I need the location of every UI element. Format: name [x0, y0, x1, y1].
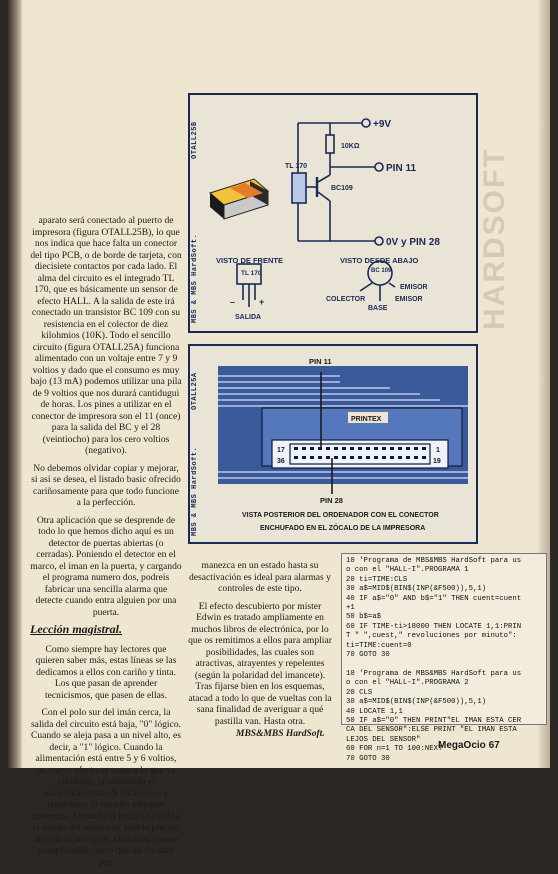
connector-pin: [422, 447, 426, 450]
connector-pin: [414, 447, 418, 450]
connector-pin: [390, 456, 394, 459]
transistor-collector: [318, 175, 330, 182]
paragraph: Como siempre hay lectores que quieren saber más, estas líneas se las dedicamos a ellos con cariño y tinta. Los que pasan de aprender tecnicismos, que pasen de ellas.: [35, 643, 177, 701]
page-binding: [8, 0, 22, 768]
label-9v: +9V: [373, 119, 392, 130]
code-line: LEJOS DEL SENSOR": [346, 735, 421, 744]
label-bc-bottom: BC 109: [371, 268, 392, 274]
connector-pin: [398, 447, 402, 450]
code-line: o con el "HALL-I".PROGRAMA 1: [346, 566, 469, 575]
connector-pin: [358, 456, 362, 459]
connector-pin: [366, 447, 370, 450]
label-pin28: PIN 28: [320, 496, 343, 505]
code-line: CA DEL SENSOR":ELSE PRINT "EL IMAN ESTA: [346, 726, 517, 735]
label-front-view: VISTO DE FRENTE: [216, 256, 283, 265]
transistor-emitter: [318, 192, 330, 201]
connector-pin: [318, 456, 322, 459]
code-line: 50 b$=a$: [346, 613, 382, 622]
connector-pin: [390, 447, 394, 450]
connector-pin: [382, 456, 386, 459]
code-line: 60 FOR n=1 TO 100:NEXT: [346, 745, 443, 754]
section-heading: Lección magistral.: [30, 622, 122, 636]
code-line: o con el "HALL-I".PROGRAMA 2: [346, 679, 469, 688]
connector-pin: [326, 447, 330, 450]
connector-pin: [374, 456, 378, 459]
resistor-10k: [326, 135, 334, 153]
page-folio: MegaOcio 67: [438, 740, 500, 751]
figure-side-credit: MBS & MBS HardSoft.: [191, 233, 199, 323]
terminal-0v: [375, 237, 383, 245]
label-1: 1: [436, 447, 440, 454]
connector-pin: [302, 456, 306, 459]
code-line: 20 CLS: [346, 688, 373, 697]
label-17: 17: [277, 447, 285, 454]
label-19: 19: [433, 458, 441, 465]
figure-side-label: OTALL25A: [191, 372, 199, 410]
label-below-view: VISTO DESDE ABAJO: [340, 256, 419, 265]
circuit-diagram: [190, 95, 476, 331]
code-line: 20 ti=TIME:CLS: [346, 575, 408, 584]
left-column: [30, 215, 182, 874]
connector-pin: [398, 456, 402, 459]
connector-pin: [302, 447, 306, 450]
tl170-block: [292, 173, 306, 203]
connector-pin: [406, 456, 410, 459]
paragraph: Con el polo sur del imán cerca, la salida del circuito está baja, "0" lógico. Cuando se aleja pasa a un nivel alto, es decir, a "1" lógico. Cuando la alimentación está entre 5 y 6 voltios, un nuevo efecto se suma a lo que ya sabíamos, produciendo el encandilamiento de forámenes y residentes: el circuito adquiere memoria. Alejando el imán no cambia el estado del integrado, siendo preciso acercar el otro polo. Dicho así parece complicadillo, pero que un circuito per-: [30, 707, 182, 868]
code-line: +1: [346, 604, 355, 613]
connector-pin: [414, 456, 418, 459]
caption-line1: VISTA POSTERIOR DEL ORDENADOR CON EL CONECTOR: [242, 512, 439, 519]
connector-pin: [358, 447, 362, 450]
connector-pin: [374, 447, 378, 450]
label-printex: PRINTEX: [351, 416, 382, 423]
ghost-show-through: HARDSOFT: [478, 147, 511, 330]
code-line: [346, 660, 542, 669]
connector-pin: [310, 456, 314, 459]
connector-figure: [188, 344, 478, 544]
code-line: T " ",cuest," revoluciones por minuto":: [346, 632, 517, 641]
code-line: 70 GOTO 30: [346, 651, 390, 660]
code-line: 50 IF a$="0" THEN PRINT"EL IMAN ESTA CER: [346, 716, 522, 725]
paragraph: No debemos olvidar copiar y mejorar, si así se desea, el listado basic ofrecido cariñosamente para que todo funcione a la perfección.: [31, 462, 181, 508]
label-salida: SALIDA: [235, 314, 262, 321]
connector-pin: [406, 447, 410, 450]
code-line: ti=TIME:cuent=0: [346, 641, 412, 650]
connector-pin: [310, 447, 314, 450]
label-pin11: PIN 11: [309, 357, 332, 366]
connector-pin: [334, 456, 338, 459]
label-tl170: TL 170: [285, 163, 308, 170]
connector-pin: [350, 447, 354, 450]
figure-side-credit: MBS & MBS HardSoft.: [191, 446, 199, 536]
code-line: 40 LOCATE 1,1: [346, 707, 403, 716]
hall-sensor-drawing: [210, 179, 268, 219]
label-10k: 10KΩ: [341, 143, 360, 150]
middle-column: [186, 560, 334, 733]
label-36: 36: [277, 458, 285, 465]
paragraph: El efecto descubierto por mister Edwin es tratado ampliamente en muchos libros de electrónica, por lo que os remitimos a ellos para ampliar posibilidades, las cuales son atractivas, atrayentes y repelentes (según la polaridad del imancete). Tras fijarse bien en los esquemas, atacad a todo lo que de vueltas con la sana finalidad de averiguar a qué pastilla van. Hasta otra.: [188, 600, 332, 727]
code-line: 30 a$=MID$(BIN$(INP(&F500)),5,1): [346, 585, 487, 594]
paragraph: aparato será conectado al puerto de impresora (figura OTALL25B), lo que nos indica que hace falta un conector del tipo PCB, o de borde de tarjeta, con diecisiete contactos por cada lado. El alma del circuito es el integrado TL 170, que es básicamente un sensor de efecto HALL. A la salida de este irá conectado un transistor BC 109 con su resistencia en el colector de diez kilohmios (10K). Todo el sencillo circuito (figura OTALL25A) funciona alimentado con un voltaje entre 7 y 9 voltios y dado que el consumo es muy bajo (13 mA) podemos utilizar una pila de 9 voltios que nos durará cantidugui de horas. Los pines a utilizar en el conector de impresora son el 11 (once) para la salida del BC y el 28 (veintiocho) para los cero voltios (negativo).: [30, 215, 182, 456]
label-minus: –: [230, 297, 236, 307]
connector-pin: [342, 456, 346, 459]
label-front-chip: TL 170: [241, 270, 262, 277]
circuit-figure: [188, 93, 478, 333]
figure-side-label: OTALL25B: [191, 121, 199, 159]
code-line: 40 IF a$="0" AND b$="1" THEN cuent=cuent: [346, 594, 522, 603]
label-emisor-top: EMISOR: [400, 284, 428, 291]
code-line: 60 IF TIME-ti>18000 THEN LOCATE 1,1:PRIN: [346, 622, 522, 631]
connector-pin: [326, 456, 330, 459]
label-bc109: BC109: [331, 185, 353, 192]
paragraph: Otra aplicación que se desprende de todo lo que hemos dicho aquí es un detector de puertas abiertas (o cerradas). Poniendo el detector en el marco, el iman en la puerta, y cargando el programa numero dos, podreis fabricar una sencilla alarma que detecte cuando entra alguien por una puerta.: [30, 514, 182, 618]
connector-pin: [422, 456, 426, 459]
author-signature: MBS&MBS HardSoft.: [236, 729, 325, 739]
terminal-pin11: [375, 163, 383, 171]
paragraph: manezca en un estado hasta su desactivación es ideal para alarmas y controles de este tipo.: [189, 560, 331, 594]
magazine-page: [8, 0, 550, 868]
label-emisor-bottom: EMISOR: [395, 296, 423, 303]
connector-pin: [334, 447, 338, 450]
code-line: 70 GOTO 30: [346, 754, 390, 763]
code-line: 10 'Programa de MBS&MBS HardSoft para us: [346, 557, 522, 565]
connector-pin: [342, 447, 346, 450]
label-colector: COLECTOR: [326, 296, 366, 303]
code-line: 30 a$=MID$(BIN$(INP(&F500)),5,1): [346, 698, 487, 707]
terminal-9v: [362, 119, 370, 127]
connector-pin: [294, 456, 298, 459]
label-base: BASE: [368, 305, 388, 312]
connector-pin: [294, 447, 298, 450]
connector-diagram: [190, 346, 476, 542]
label-pin11: PIN 11: [386, 163, 417, 174]
label-pin28: 0V y PIN 28: [386, 237, 440, 248]
code-line: 10 'Programa de MBS&MBS HardSoft para us: [346, 669, 522, 678]
connector-pin: [366, 456, 370, 459]
caption-line2: ENCHUFADO EN EL ZÓCALO DE LA IMPRESORA: [260, 525, 426, 532]
connector-pin: [382, 447, 386, 450]
connector-pin: [350, 456, 354, 459]
label-plus: +: [259, 297, 265, 307]
